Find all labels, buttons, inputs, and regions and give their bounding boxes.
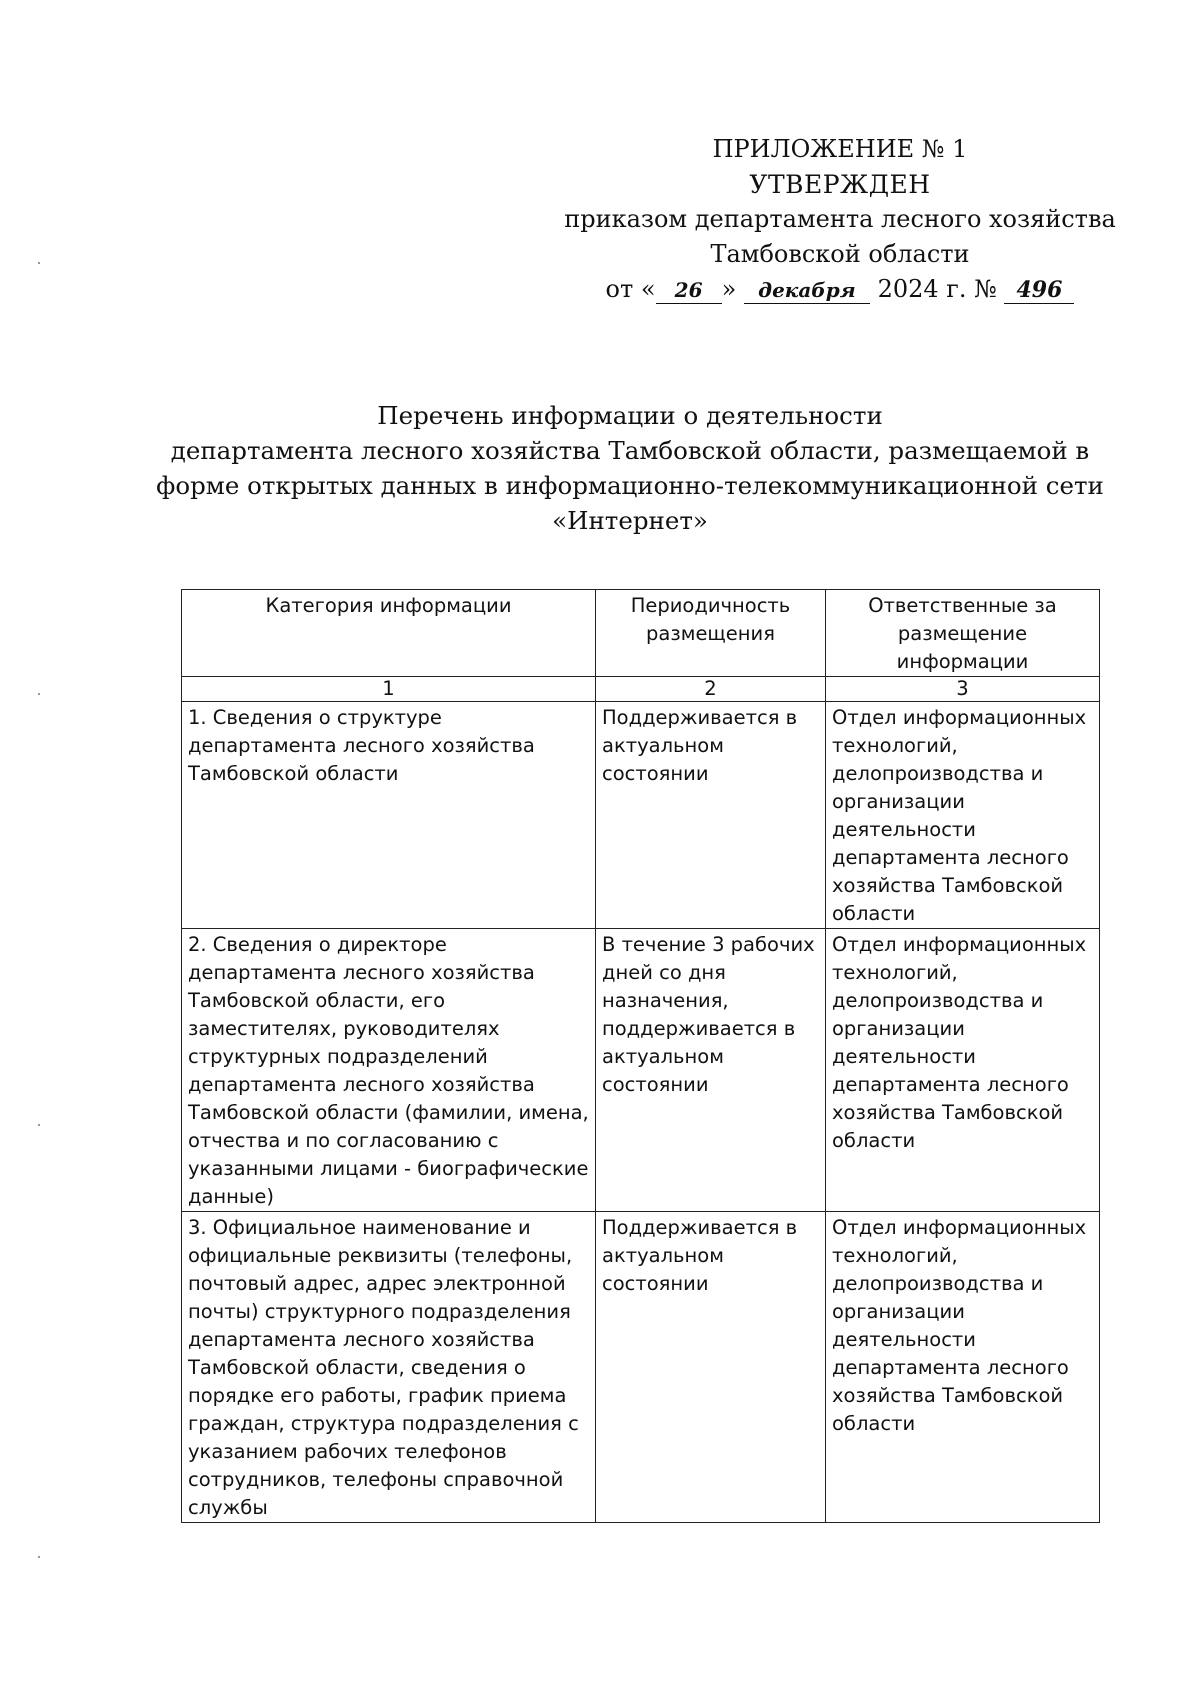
handwritten-month: декабря <box>744 277 870 304</box>
title-line-1: Перечень информации о деятельности <box>377 401 883 430</box>
order-date-line <box>560 272 1120 307</box>
order-line-1: приказом департамента лесного хозяйства <box>564 205 1116 233</box>
column-number-row <box>182 677 1100 702</box>
responsible-cell: Отдел информационных технологий, делопроизводства и организации деятельности департамента лесного хозяйства Тамбовской области <box>826 1212 1100 1523</box>
table-row <box>182 929 1100 1212</box>
periodicity-cell: Поддерживается в актуальном состоянии <box>596 702 826 929</box>
table-row <box>182 1212 1100 1523</box>
periodicity-cell: В течение 3 рабочих дней со дня назначения, поддерживается в актуальном состоянии <box>596 929 826 1212</box>
handwritten-order-number: 496 <box>1004 277 1074 304</box>
title-line-4: «Интернет» <box>552 506 708 535</box>
category-cell: 3. Официальное наименование и официальные реквизиты (телефоны, почтовый адрес, адрес электронной почты) структурного подразделения департамента лесного хозяйства Тамбовской области, сведения о порядке его работы, график приема граждан, структура подразделения с указанием рабочих телефонов сотрудников, телефоны справочной службы <box>182 1212 596 1523</box>
column-number: 2 <box>596 677 826 702</box>
title-line-3: форме открытых данных в информационно-телекоммуникационной сети <box>156 471 1104 500</box>
approved-label: УТВЕРЖДЕН <box>749 170 931 199</box>
responsible-cell: Отдел информационных технологий, делопроизводства и организации деятельности департамента лесного хозяйства Тамбовской области <box>826 929 1100 1212</box>
date-close-quote: » <box>721 275 737 303</box>
scan-speck <box>38 1556 40 1558</box>
information-table <box>181 589 1100 1523</box>
order-line-2: Тамбовской области <box>710 240 970 268</box>
responsible-cell: Отдел информационных технологий, делопроизводства и организации деятельности департамента лесного хозяйства Тамбовской области <box>826 702 1100 929</box>
periodicity-cell: Поддерживается в актуальном состоянии <box>596 1212 826 1523</box>
header-periodicity: Периодичность размещения <box>596 590 826 677</box>
document-title <box>150 398 1110 538</box>
title-line-2: департамента лесного хозяйства Тамбовской области, размещаемой в <box>170 436 1090 465</box>
scan-speck <box>38 262 40 264</box>
category-cell: 2. Сведения о директоре департамента лесного хозяйства Тамбовской области, его заместителях, руководителях структурных подразделений департамента лесного хозяйства Тамбовской области (фамилии, имена, отчества и по согласованию с указанными лицами - биографические данные) <box>182 929 596 1212</box>
appendix-label: ПРИЛОЖЕНИЕ № 1 <box>712 135 968 163</box>
scan-speck <box>38 1124 40 1126</box>
header-responsible: Ответственные за размещение информации <box>826 590 1100 677</box>
handwritten-day: 26 <box>656 277 722 304</box>
table-header-row <box>182 590 1100 677</box>
column-number: 1 <box>182 677 596 702</box>
header-category: Категория информации <box>182 590 596 677</box>
date-year: 2024 г. № <box>877 275 997 303</box>
scan-speck <box>38 693 40 695</box>
table-row <box>182 702 1100 929</box>
column-number: 3 <box>826 677 1100 702</box>
category-cell: 1. Сведения о структуре департамента лесного хозяйства Тамбовской области <box>182 702 596 929</box>
date-prefix: от « <box>605 275 656 303</box>
approval-header <box>560 132 1120 307</box>
